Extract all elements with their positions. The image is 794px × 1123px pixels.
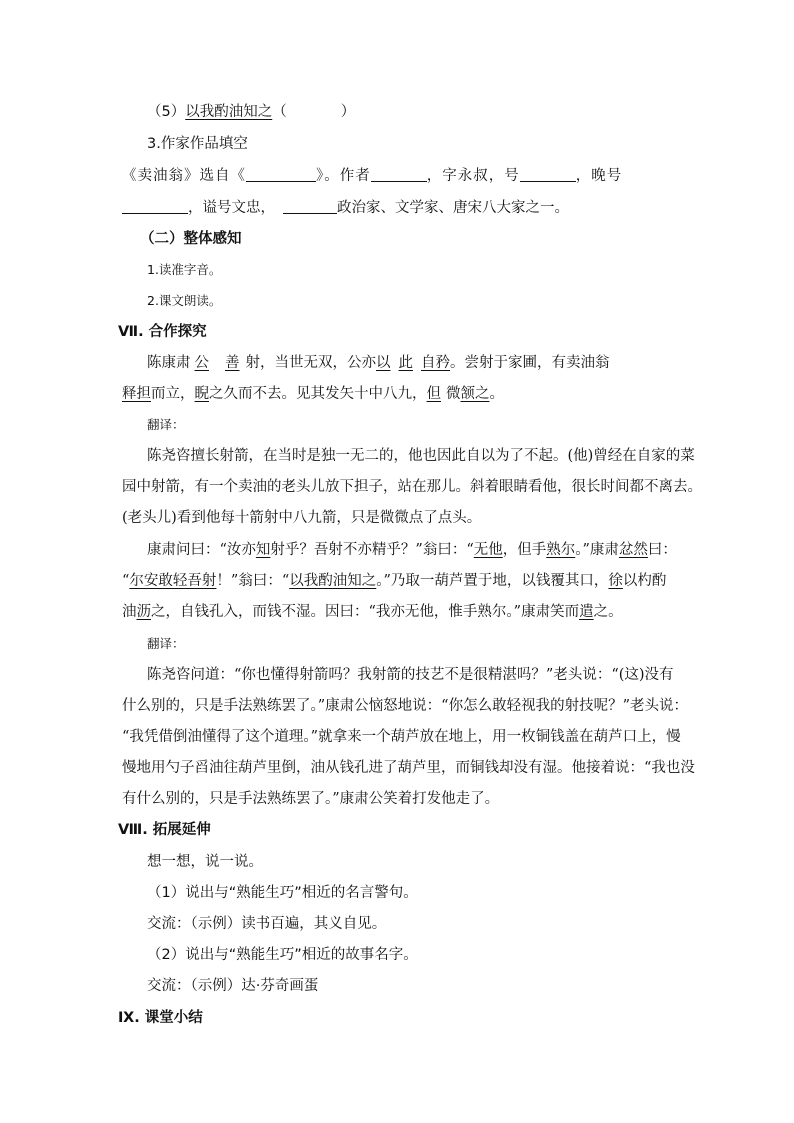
answer-blank bbox=[246, 165, 316, 182]
translation-line-3: (老头儿)看到他每十箭射中八九箭，只是微微点了点头。 bbox=[122, 510, 482, 526]
section-heading-8: Ⅷ. 拓展延伸 bbox=[118, 822, 211, 838]
classical-text-line-2: 释担而立，睨之久而不去。见其发矢十中八九，但 微颔之。 bbox=[122, 386, 504, 402]
paren-close: ） bbox=[340, 104, 356, 120]
answer-blank bbox=[283, 197, 337, 214]
quote-phrase: 以我酌油知之 bbox=[185, 104, 273, 120]
translation-label: 翻译： bbox=[147, 636, 185, 651]
translation-line-6: “我凭借倒油懂得了这个道理。”就拿来一个葫芦放在地上，用一枚铜钱盖在葫芦口上，慢 bbox=[122, 729, 681, 745]
prompt-think: 想一想，说一说。 bbox=[147, 854, 263, 870]
answer-blank bbox=[520, 165, 576, 182]
item-number: （5） bbox=[147, 104, 186, 120]
section-title-author-works: 3.作家作品填空 bbox=[147, 136, 248, 152]
translation-line-5: 什么别的，只是手法熟练罢了。”康肃公恼怒地说：“你怎么敢轻视我的射技呢？”老头说： bbox=[122, 698, 688, 714]
fill-blank-line-1: 《卖油翁》选自《 》。作者 ，字永叔，号 ，晚号 bbox=[122, 165, 622, 186]
classical-text-line-5: 油沥之，自钱孔入，而钱不湿。因曰：“我亦无他，惟手熟尔。”康肃笑而遣之。 bbox=[122, 604, 623, 620]
translation-line-1: 陈尧咨擅长射箭，在当时是独一无二的，他也因此自以为了不起。(他)曾经在自家的菜 bbox=[147, 448, 695, 464]
question-2: （2）说出与“熟能生巧”相近的故事名字。 bbox=[147, 947, 418, 963]
classical-text-line-4: “尔安敢轻吾射！”翁曰：“以我酌油知之。”乃取一葫芦置于地，以钱覆其口，徐以杓酌 bbox=[122, 573, 667, 589]
answer-blank bbox=[371, 165, 427, 182]
translation-label: 翻译： bbox=[147, 417, 185, 432]
list-item-read-pronunciation: 1.读准字音。 bbox=[147, 262, 222, 277]
answer-1: 交流：（示例）读书百遍，其义自见。 bbox=[147, 916, 387, 932]
section-heading-overall: （二）整体感知 bbox=[140, 231, 242, 247]
fill-blank-line-2: ，谥号文忠， 政治家、文学家、唐宋八大家之一。 bbox=[122, 197, 569, 218]
translation-line-8: 有什么别的，只是手法熟练罢了。”康肃公笑着打发他走了。 bbox=[122, 791, 500, 807]
section-heading-7: Ⅶ. 合作探究 bbox=[118, 324, 207, 340]
translation-line-4: 陈尧咨问道：“你也懂得射箭吗？我射箭的技艺不是很精湛吗？”老头说：“(这)没有 bbox=[147, 667, 674, 683]
classical-text-line-1: 陈康肃 公 善 射，当世无双，公亦以 此 自矜。尝射于家圃，有卖油翁 bbox=[147, 355, 610, 371]
answer-2: 交流：（示例）达·芬奇画蛋 bbox=[147, 978, 319, 994]
translation-line-7: 慢地用勺子舀油往葫芦里倒，油从钱孔进了葫芦里，而铜钱却没有湿。他接着说：“我也没 bbox=[122, 760, 695, 776]
section-heading-9: Ⅸ. 课堂小结 bbox=[118, 1010, 203, 1026]
translation-line-2: 园中射箭，有一个卖油的老头儿放下担子，站在那儿。斜着眼睛看他，很长时间都不离去。 bbox=[122, 479, 702, 495]
paren-open: （ bbox=[272, 104, 287, 120]
classical-text-line-3: 康肃问曰：“汝亦知射乎？吾射不亦精乎？”翁曰：“无他，但手熟尔。”康肃忿然曰： bbox=[147, 542, 677, 558]
list-item-read-aloud: 2.课文朗读。 bbox=[147, 293, 222, 308]
answer-blank bbox=[122, 197, 188, 214]
question-item-5 bbox=[147, 102, 355, 122]
question-1: （1）说出与“熟能生巧”相近的名言警句。 bbox=[147, 885, 418, 901]
